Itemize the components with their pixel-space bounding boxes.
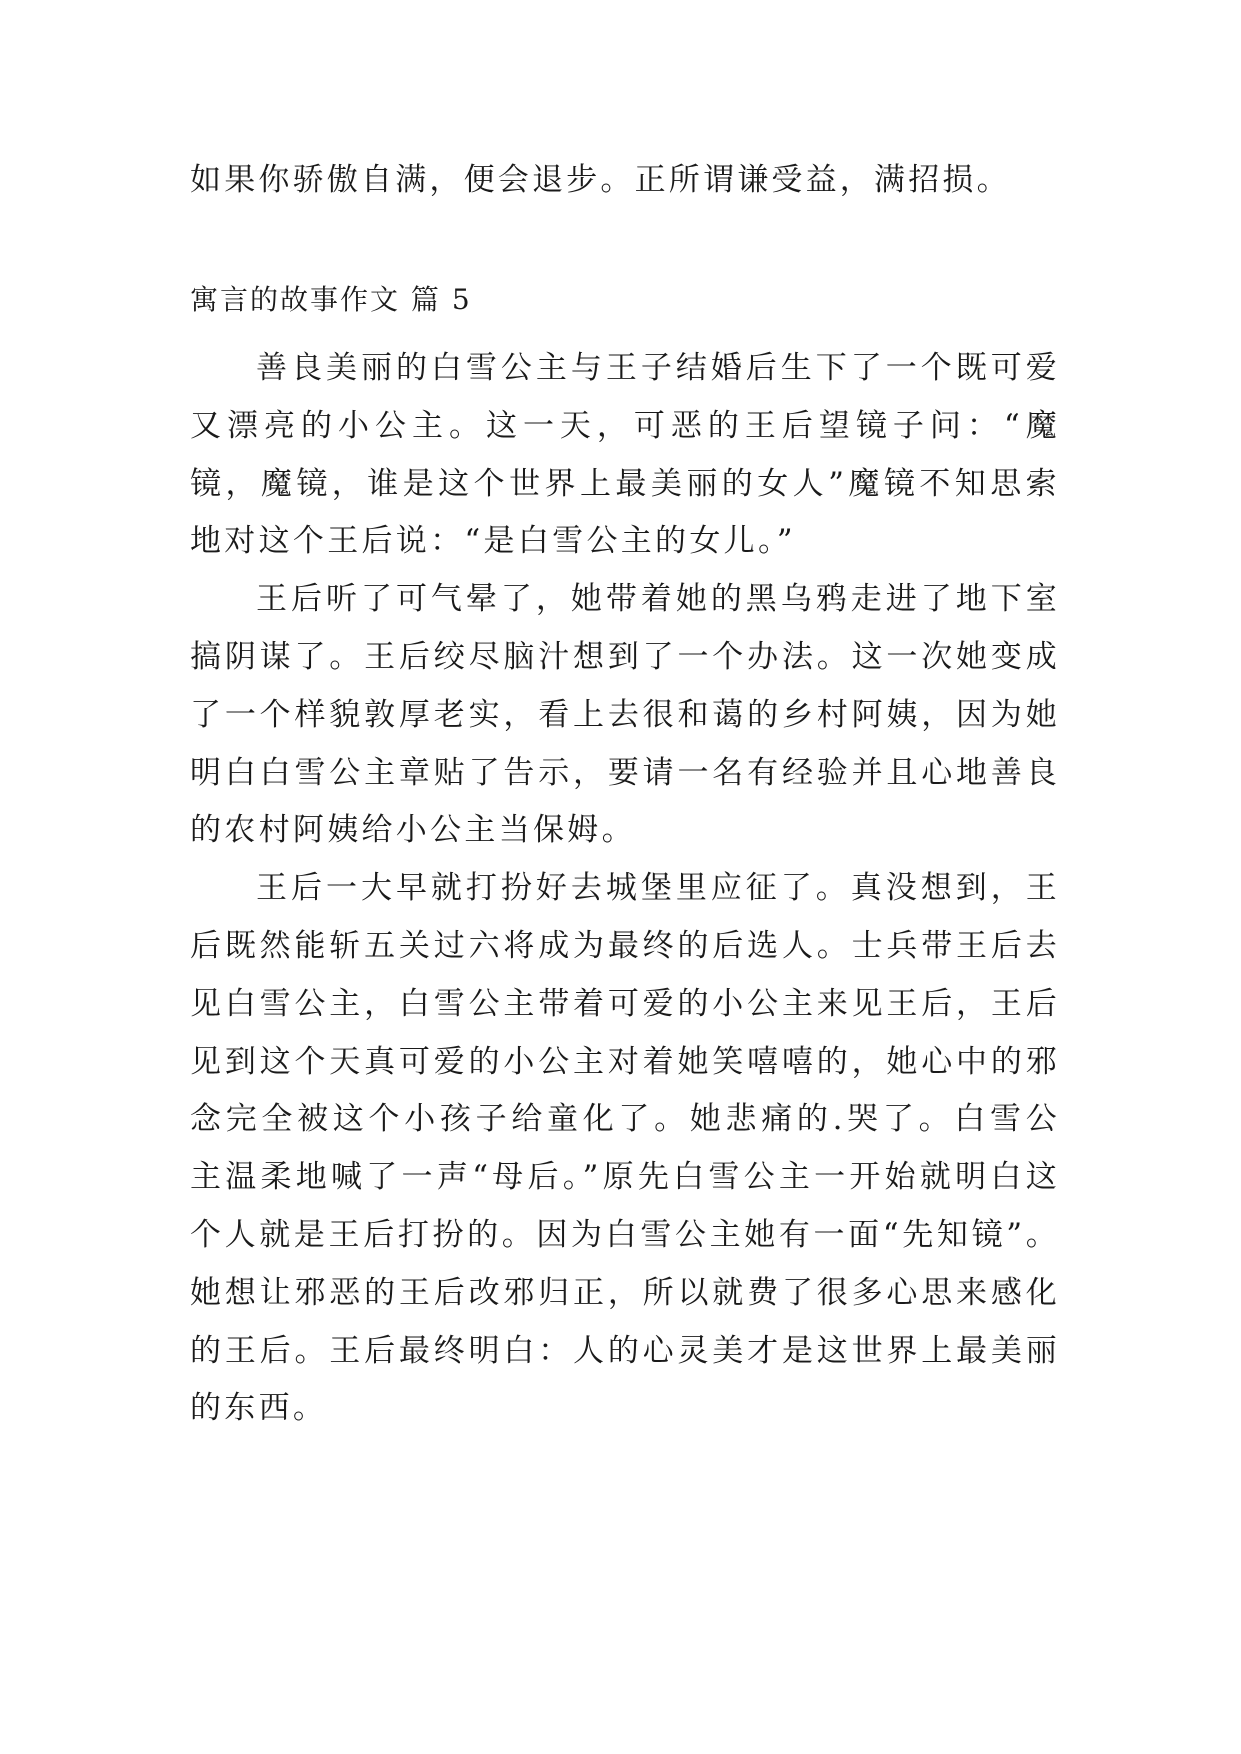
- section-title: 寓言的故事作文: [190, 283, 401, 316]
- paragraph-2: 王后听了可气晕了，她带着她的黑乌鸦走进了地下室搞阴谋了。王后绞尽脑汁想到了一个办法。这一次她变成了一个样貌敦厚老实，看上去很和蔼的乡村阿姨，因为她明白白雪公主章贴了告示，要请一名有经验并且心地善良的农村阿姨给小公主当保姆。: [190, 581, 1060, 849]
- paragraph-3: 王后一大早就打扮好去城堡里应征了。真没想到，王后既然能斩五关过六将成为最终的后选人。士兵带王后去见白雪公主，白雪公主带着可爱的小公主来见王后，王后见到这个天真可爱的小公主对着她笑嘻嘻的，她心中的邪念完全被这个小孩子给童化了。她悲痛的.哭了。白雪公主温柔地喊了一声“母后。”原先白雪公主一开始就明白这个人就是王后打扮的。因为白雪公主她有一面“先知镜”。她想让邪恶的王后改邪归正，所以就费了很多心思来感化的王后。王后最终明白：人的心灵美才是这世界上最美丽的东西。: [190, 870, 1060, 1427]
- section-heading: [190, 282, 472, 318]
- story-body: [190, 340, 1060, 1438]
- paragraph-1: 善良美丽的白雪公主与王子结婚后生下了一个既可爱又漂亮的小公主。这一天，可恶的王后望镜子问：“魔镜，魔镜，谁是这个世界上最美丽的女人”魔镜不知思索地对这个王后说：“是白雪公主的女儿。”: [190, 350, 1060, 560]
- lead-line: 如果你骄傲自满，便会退步。正所谓谦受益，满招损。: [190, 162, 1011, 198]
- section-number: 篇 5: [410, 283, 472, 316]
